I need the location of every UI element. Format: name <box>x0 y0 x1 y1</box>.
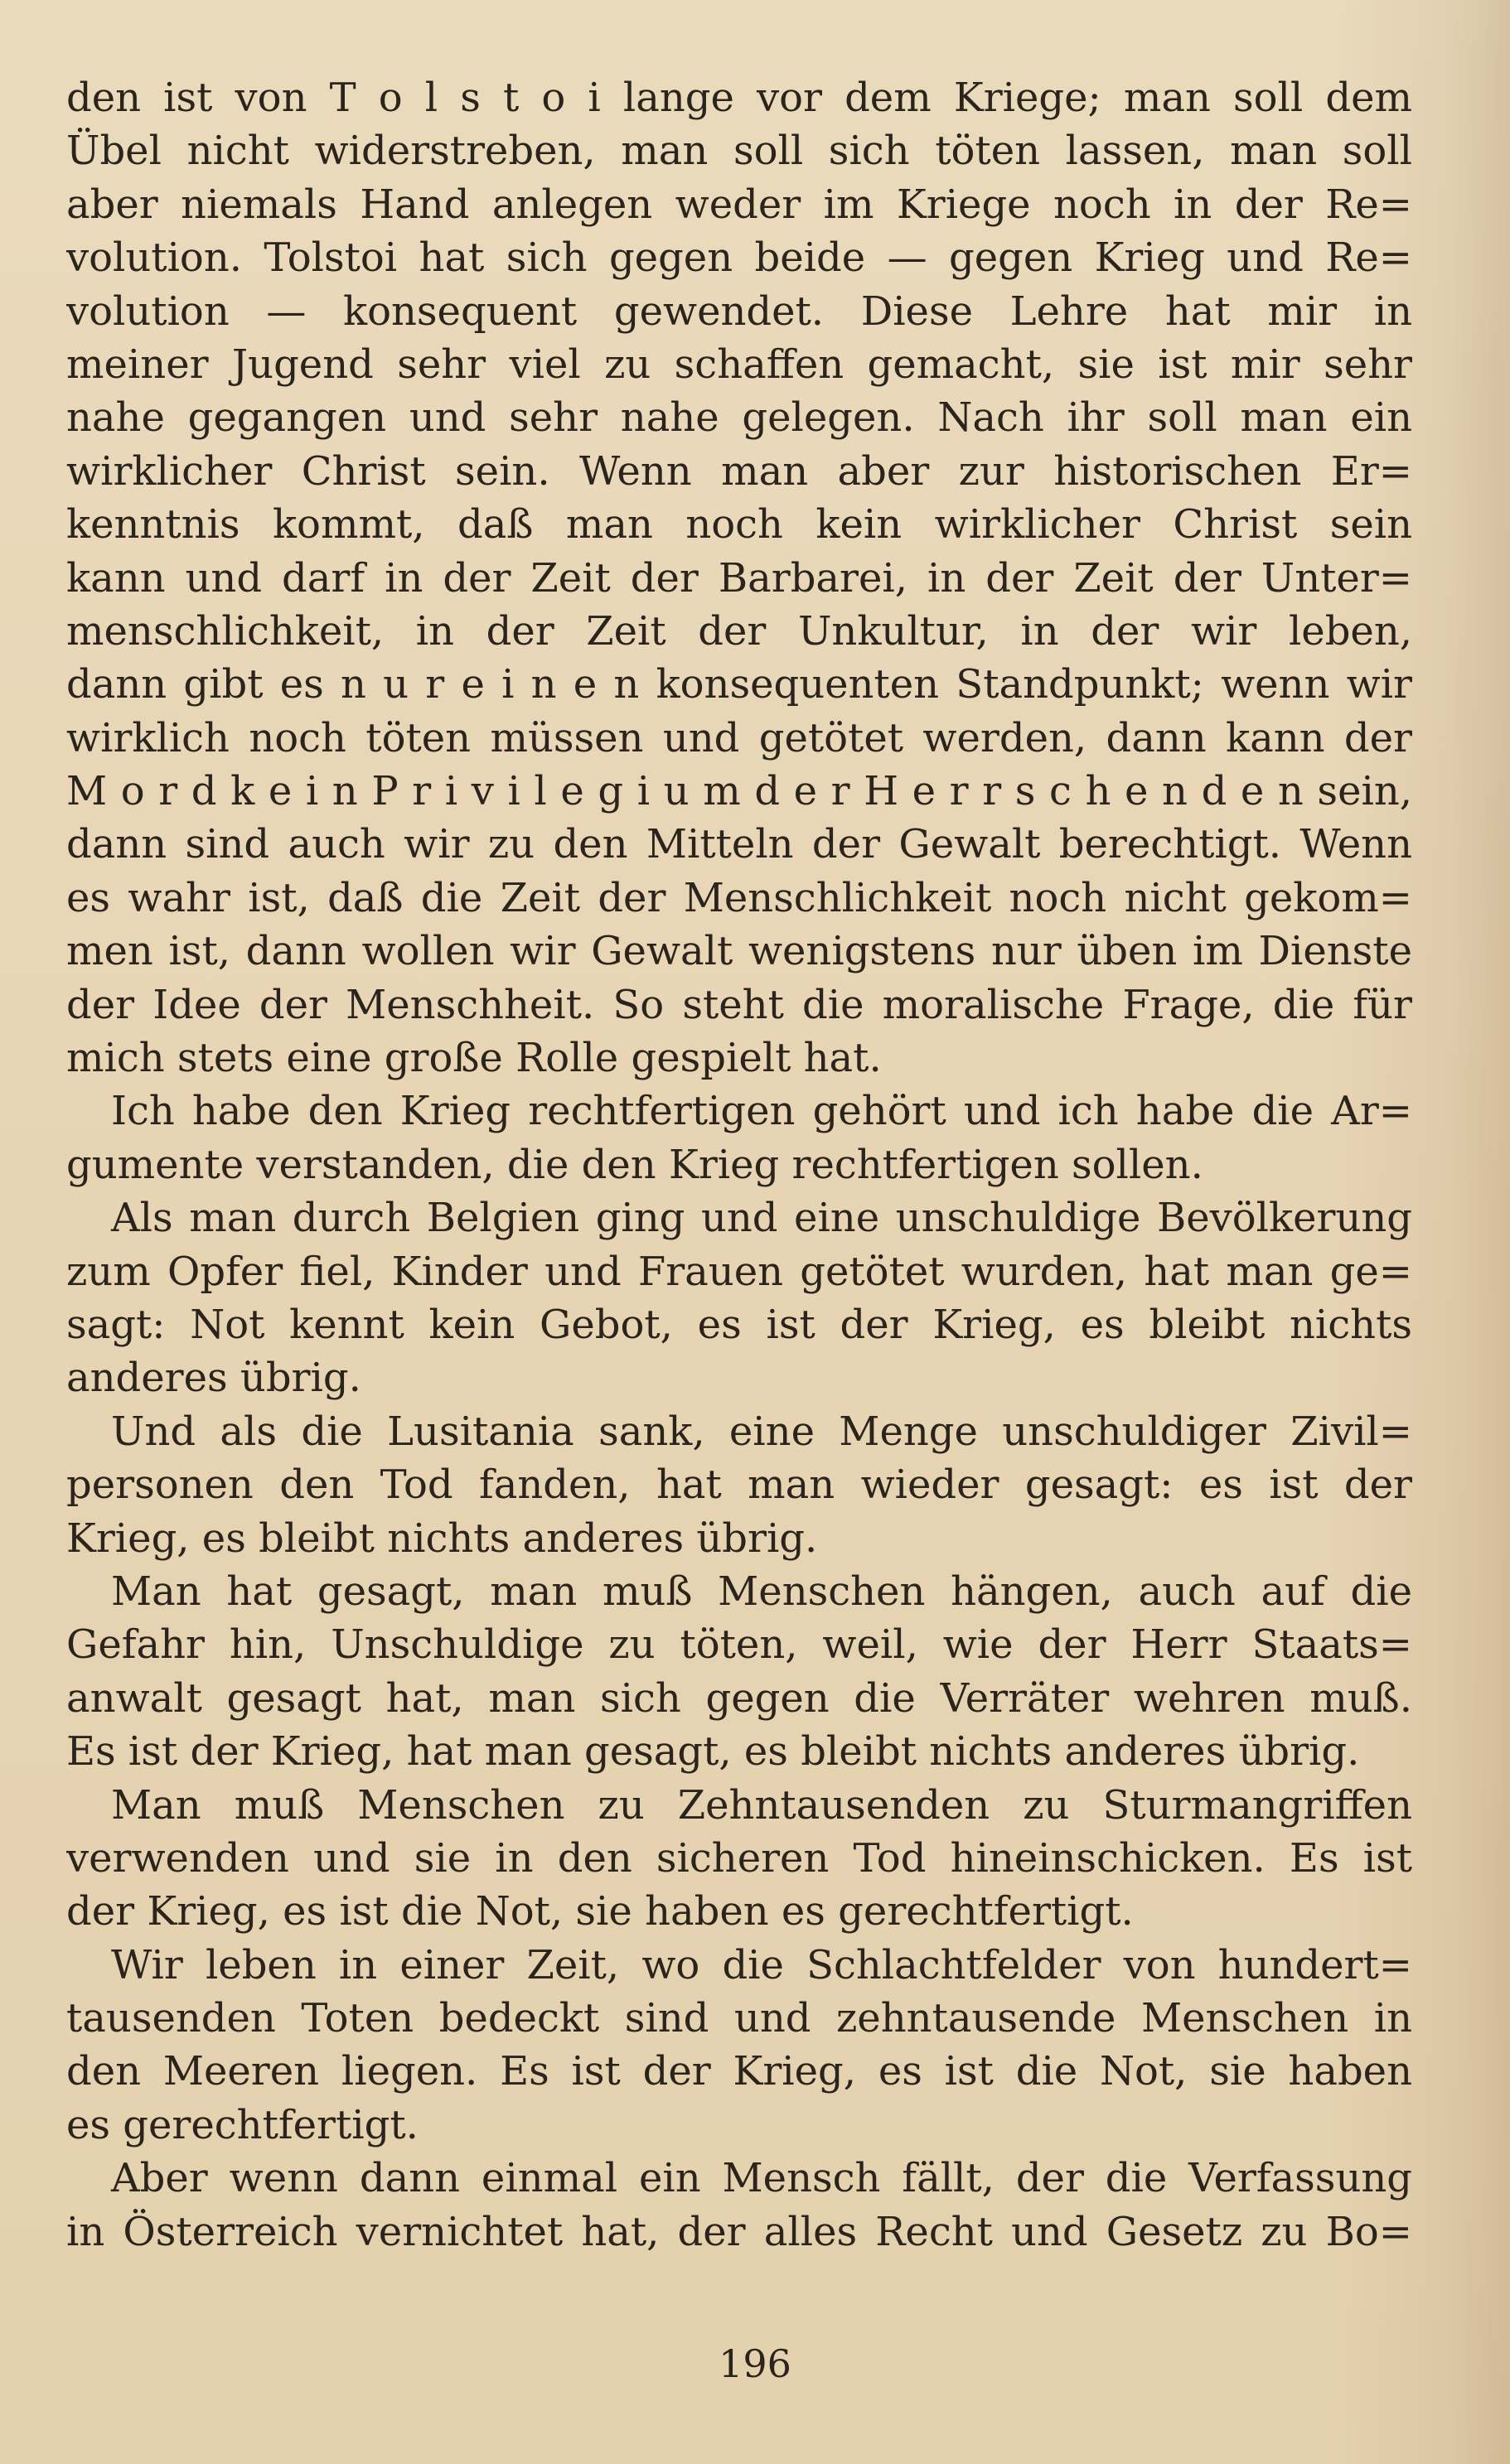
text-line: dann sind auch wir zu den Mitteln der Gewalt berechtigt. Wenn <box>66 821 1412 868</box>
text-line: wirklicher Christ sein. Wenn man aber zur historischen Er= <box>66 447 1412 495</box>
text-line: nahe gegangen und sehr nahe gelegen. Nach ihr soll man ein <box>66 394 1412 442</box>
text-line: Es ist der Krieg, hat man gesagt, es bleibt nichts anderes übrig. <box>66 1728 1360 1776</box>
text-line: kenntnis kommt, daß man noch kein wirklicher Christ sein <box>66 501 1412 548</box>
text-line: sagt: Not kennt kein Gebot, es ist der Krieg, es bleibt nichts <box>66 1301 1412 1348</box>
paragraph <box>66 1191 1412 1405</box>
text-line: Übel nicht widerstreben, man soll sich töten lassen, man soll <box>66 128 1412 175</box>
paragraph <box>66 1405 1412 1565</box>
text-line: kann und darf in der Zeit der Barbarei, in der Zeit der Unter= <box>66 554 1412 602</box>
text-line: anderes übrig. <box>66 1355 361 1402</box>
text-line: Aber wenn dann einmal ein Mensch fällt, der die Verfassung <box>111 2155 1412 2202</box>
text-line: volution — konsequent gewendet. Diese Lehre hat mir in <box>66 287 1412 335</box>
text-line: meiner Jugend sehr viel zu schaffen gemacht, sie ist mir sehr <box>66 341 1412 388</box>
text-line: den ist von T o l s t o i lange vor dem Kriege; man soll dem <box>66 75 1412 121</box>
paragraph <box>66 2152 1412 2259</box>
text-line: personen den Tod fanden, hat man wieder gesagt: es ist der <box>66 1461 1412 1509</box>
text-line: Man hat gesagt, man muß Menschen hängen, auch auf die <box>111 1568 1412 1615</box>
paragraph <box>66 1565 1412 1779</box>
text-line: Und als die Lusitania sank, eine Menge unschuldiger Zivil= <box>111 1408 1412 1455</box>
text-line: verwenden und sie in den sicheren Tod hineinschicken. Es ist <box>66 1834 1412 1882</box>
text-line: anwalt gesagt hat, man sich gegen die Verräter wehren muß. <box>66 1674 1412 1722</box>
text-line: es wahr ist, daß die Zeit der Menschlichkeit noch nicht gekom= <box>66 874 1412 921</box>
text-line: in Österreich vernichtet hat, der alles Recht und Gesetz zu Bo= <box>66 2208 1412 2255</box>
text-line: zum Opfer fiel, Kinder und Frauen getötet wurden, hat man ge= <box>66 1248 1412 1295</box>
text-line: volution. Tolstoi hat sich gegen beide — gegen Krieg und Re= <box>66 234 1412 282</box>
body-text <box>66 71 1412 2259</box>
text-line: dann gibt es n u r e i n e n konsequenten Standpunkt; wenn wir <box>66 661 1412 708</box>
text-line: mich stets eine große Rolle gespielt hat. <box>66 1035 882 1082</box>
text-line: M o r d k e i n P r i v i l e g i u m d e r H e r r s c h e n d e n sein, <box>66 768 1412 815</box>
text-line: Man muß Menschen zu Zehntausenden zu Sturmangriffen <box>111 1781 1412 1829</box>
text-line: Als man durch Belgien ging und eine unschuldige Bevölkerung <box>111 1195 1412 1242</box>
paragraph <box>66 71 1412 1085</box>
paragraph <box>66 1779 1412 1939</box>
text-line: aber niemals Hand anlegen weder im Kriege noch in der Re= <box>66 181 1412 228</box>
text-line: es gerechtfertigt. <box>66 2101 419 2148</box>
paragraph <box>66 1085 1412 1191</box>
text-line: Gefahr hin, Unschuldige zu töten, weil, wie der Herr Staats= <box>66 1621 1412 1669</box>
paragraph <box>66 1939 1412 2152</box>
text-line: men ist, dann wollen wir Gewalt wenigstens nur üben im Dienste <box>66 928 1412 975</box>
page-number: 196 <box>719 2341 791 2386</box>
text-line: den Meeren liegen. Es ist der Krieg, es ist die Not, sie haben <box>66 2048 1412 2095</box>
text-line: Krieg, es bleibt nichts anderes übrig. <box>66 1515 818 1562</box>
text-line: der Krieg, es ist die Not, sie haben es gerechtfertigt. <box>66 1888 1134 1935</box>
text-line: der Idee der Menschheit. So steht die moralische Frage, die für <box>66 981 1412 1028</box>
text-line: wirklich noch töten müssen und getötet werden, dann kann der <box>66 714 1412 761</box>
text-line: menschlichkeit, in der Zeit der Unkultur, in der wir leben, <box>66 607 1412 655</box>
text-line: gumente verstanden, die den Krieg rechtfertigen sollen. <box>66 1141 1203 1188</box>
text-line: Wir leben in einer Zeit, wo die Schlachtfelder von hundert= <box>111 1941 1412 1988</box>
text-line: Ich habe den Krieg rechtfertigen gehört und ich habe die Ar= <box>111 1088 1412 1135</box>
text-line: tausenden Toten bedeckt sind und zehntausende Menschen in <box>66 1995 1412 2042</box>
